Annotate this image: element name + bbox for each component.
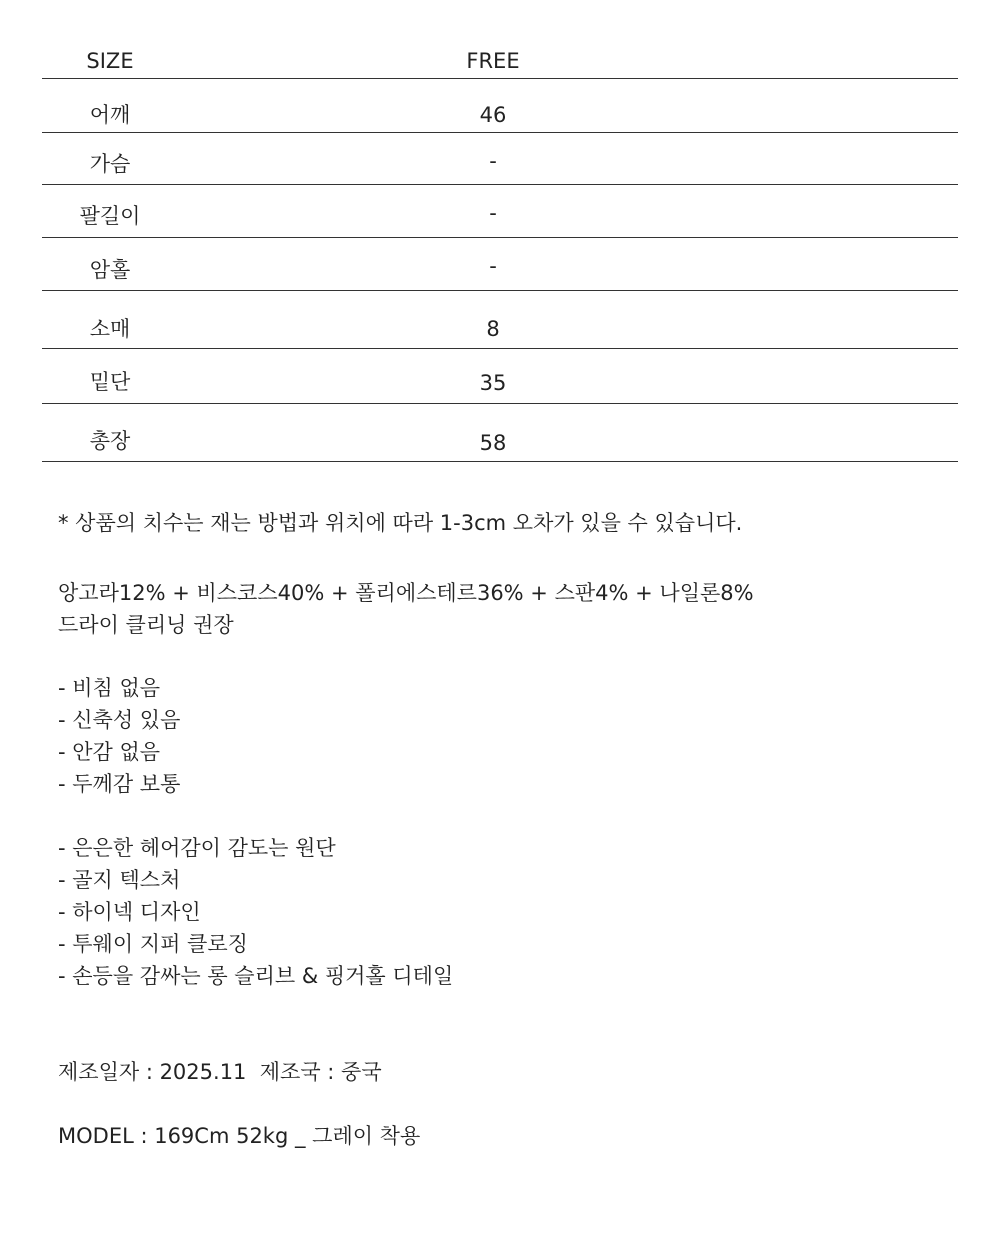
row-label: 가슴: [89, 152, 131, 176]
measurement-note: * 상품의 치수는 재는 방법과 위치에 따라 1-3cm 오차가 있을 수 있습니다.: [58, 511, 743, 535]
row-value: -: [489, 149, 497, 173]
row-value: 35: [479, 371, 507, 395]
size-table: [42, 38, 958, 462]
list-item: - 안감 없음: [58, 740, 161, 764]
row-label: 총장: [89, 429, 131, 453]
list-item: - 골지 텍스처: [58, 868, 181, 892]
table-row: [42, 238, 958, 291]
row-label: 어깨: [89, 103, 131, 127]
list-item: - 신축성 있음: [58, 708, 181, 732]
table-row: [42, 133, 958, 185]
table-row: [42, 291, 958, 349]
list-item: - 비침 없음: [58, 676, 161, 700]
fabric-composition: 앙고라12% + 비스코스40% + 폴리에스테르36% + 스판4% + 나일론8%: [58, 581, 754, 605]
row-label: 소매: [89, 317, 131, 341]
row-value: -: [489, 254, 497, 278]
list-item: - 손등을 감싸는 롱 슬리브 & 핑거홀 디테일: [58, 964, 454, 988]
header-free-label: FREE: [466, 49, 520, 73]
list-item: - 투웨이 지퍼 클로징: [58, 932, 248, 956]
header-size-label: SIZE: [86, 49, 134, 73]
list-item: - 은은한 헤어감이 감도는 원단: [58, 836, 336, 860]
row-value: 46: [479, 103, 507, 127]
size-table-header: [42, 38, 958, 79]
row-value: 58: [479, 431, 507, 455]
table-row: [42, 79, 958, 133]
model-info: MODEL : 169Cm 52kg _ 그레이 착용: [58, 1124, 421, 1148]
row-label: 암홀: [89, 258, 131, 282]
list-item: - 두께감 보통: [58, 772, 181, 796]
table-row: [42, 404, 958, 462]
table-row: [42, 185, 958, 238]
row-label: 팔길이: [79, 204, 141, 228]
manufacture-info: 제조일자 : 2025.11 제조국 : 중국: [58, 1060, 382, 1084]
row-value: -: [489, 201, 497, 225]
table-row: [42, 349, 958, 404]
care-instruction: 드라이 클리닝 권장: [58, 613, 234, 637]
row-value: 8: [486, 317, 500, 341]
row-label: 밑단: [89, 370, 131, 394]
list-item: - 하이넥 디자인: [58, 900, 201, 924]
